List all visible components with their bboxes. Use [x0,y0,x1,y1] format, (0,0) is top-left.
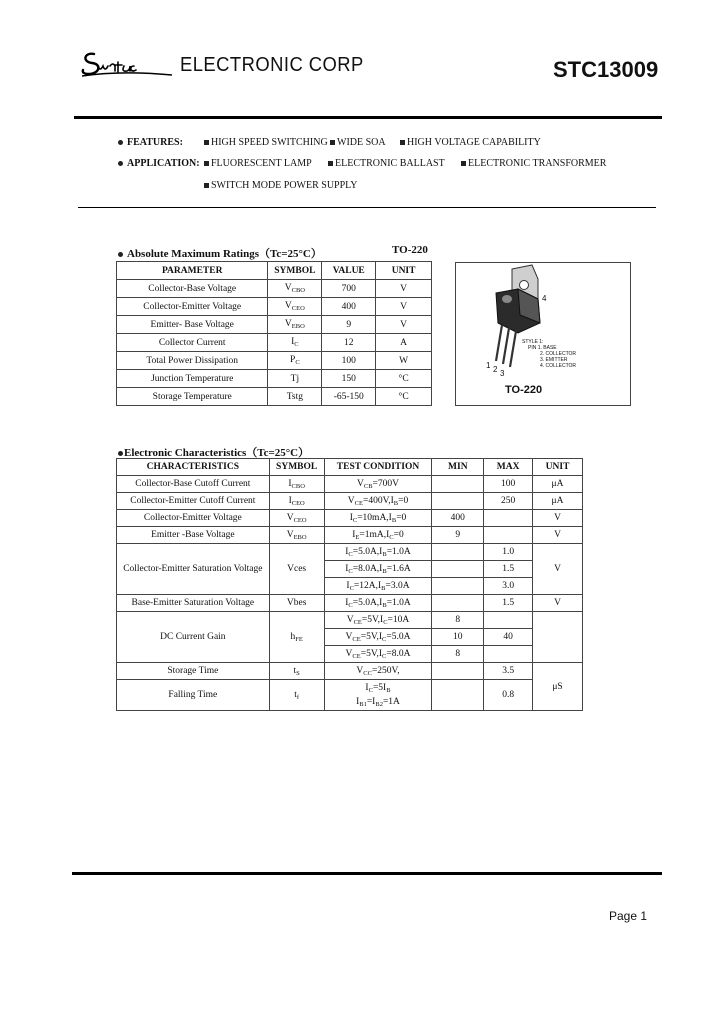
max-cell: 0.8 [484,680,533,711]
unit-cell: V [533,544,583,595]
param-cell: Total Power Dissipation [117,352,268,370]
max-cell [484,646,533,663]
min-cell: 8 [432,612,484,629]
unit-cell [533,612,583,663]
unit-cell: A [376,334,432,352]
cond-cell: $I_C=5.0A,I_B=1.0A$ [324,544,432,561]
application-item: FLUORESCENT LAMP [204,158,312,169]
cond-cell: $I_E=1mA,I_C=0$ [324,527,432,544]
company-name: ELECTRONIC CORP [180,54,364,76]
table-row [117,334,432,352]
application-item: ELECTRONIC TRANSFORMER [461,158,606,169]
max-cell: 100 [484,476,533,493]
col-header: UNIT [533,459,583,476]
unit-cell: °C [376,370,432,388]
unit-cell: V [533,595,583,612]
application-label: APPLICATION: [118,158,200,169]
max-cell [484,527,533,544]
feature-item: HIGH SPEED SWITCHING [204,137,328,148]
unit-cell: V [376,280,432,298]
pin-3-label: 3 [500,369,505,378]
min-cell [432,544,484,561]
page-number: Page 1 [609,909,648,923]
application-row [118,158,658,172]
min-cell [432,680,484,711]
abs-max-title: Absolute Maximum Ratings（Tc=25°C） [118,245,322,261]
min-cell [432,578,484,595]
col-header: SYMBOL [269,459,324,476]
application-row-2 [204,180,504,194]
package-caption: TO-220 [505,384,543,396]
cond-cell: $I_C=5.0A,I_B=1.0A$ [324,595,432,612]
col-header: SYMBOL [268,262,322,280]
symbol-cell: $I_{CBO}$ [269,476,324,493]
symbol-cell: $V_{CEO}$ [269,510,324,527]
table-row [117,370,432,388]
table-row [117,510,583,527]
table-row [117,352,432,370]
value-cell: 12 [322,334,376,352]
col-header: MAX [484,459,533,476]
cond-cell: $I_C=10mA,I_B=0$ [324,510,432,527]
col-header: UNIT [376,262,432,280]
table-row [117,493,583,510]
max-cell: 3.5 [484,663,533,680]
features-label: FEATURES: [118,137,183,148]
unit-cell: V [376,316,432,334]
part-number: STC13009 [553,57,659,82]
table-row [117,595,583,612]
symbol-cell: Vbes [269,595,324,612]
param-cell: Junction Temperature [117,370,268,388]
max-cell: 1.5 [484,595,533,612]
max-cell [484,510,533,527]
col-header: PARAMETER [117,262,268,280]
pin-2-label: 2 [493,365,498,374]
col-header: VALUE [322,262,376,280]
table-row [117,680,583,711]
table-row [117,663,583,680]
value-cell: 9 [322,316,376,334]
to220-package-icon [456,263,630,405]
value-cell: 400 [322,298,376,316]
symbol-cell: $V_{EBO}$ [269,527,324,544]
max-cell: 1.0 [484,544,533,561]
table-row [117,612,583,629]
param-cell: Collector-Emitter Voltage [117,298,268,316]
features-row [118,137,658,151]
table-row [117,476,583,493]
value-cell: -65-150 [322,388,376,406]
symbol-cell: $V_{CEO}$ [268,298,322,316]
table-row [117,527,583,544]
style-line: PIN 1. BASE [528,345,557,351]
package-drawing-box [455,262,631,406]
cond-cell: $V_{CE}=400V,I_B=0$ [324,493,432,510]
col-header: MIN [432,459,484,476]
char-cell: DC Current Gain [117,612,270,663]
elec-table [116,458,583,711]
feature-item: HIGH VOLTAGE CAPABILITY [400,137,541,148]
max-cell: 1.5 [484,561,533,578]
char-cell: Collector-Base Cutoff Current [117,476,270,493]
min-cell: 10 [432,629,484,646]
char-cell: Collector-Emitter Voltage [117,510,270,527]
unit-cell: °C [376,388,432,406]
cond-cell: $V_{CC}=250V$, [324,663,432,680]
elec-title: Electronic Characteristics（Tc=25°C） [118,444,309,460]
pin-1-label: 1 [486,361,491,370]
cond-line: $I_C=5I_B$ [365,683,391,694]
footer-rule [72,872,662,875]
param-cell: Collector Current [117,334,268,352]
package-label: TO-220 [392,244,428,256]
char-cell: Falling Time [117,680,270,711]
cond-line: $I_{B1}=I_{B2}=1A$ [356,697,400,708]
symbol-cell: $h_{FE}$ [269,612,324,663]
col-header: CHARACTERISTICS [117,459,270,476]
max-cell: 250 [484,493,533,510]
value-cell: 100 [322,352,376,370]
char-cell: Emitter -Base Voltage [117,527,270,544]
min-cell [432,561,484,578]
pin-4-label: 4 [542,294,547,303]
application-item: ELECTRONIC BALLAST [328,158,445,169]
cond-cell [324,680,432,711]
symbol-cell: Vces [269,544,324,595]
col-header: TEST CONDITION [324,459,432,476]
table-row [117,544,583,561]
cond-cell: $V_{CE}=5V,I_C=5.0A$ [324,629,432,646]
min-cell: 9 [432,527,484,544]
style-line: 2. COLLECTOR [540,351,577,357]
max-cell [484,612,533,629]
style-line: STYLE 1: [522,339,544,345]
cond-cell: $V_{CE}=5V,I_C=10A$ [324,612,432,629]
symbol-cell: Tstg [268,388,322,406]
cond-cell: $I_C=8.0A,I_B=1.6A$ [324,561,432,578]
table-row [117,316,432,334]
table-row [117,388,432,406]
unit-cell: μS [533,663,583,711]
feature-item: WIDE SOA [330,137,386,148]
value-cell: 700 [322,280,376,298]
param-cell: Collector-Base Voltage [117,280,268,298]
unit-cell: W [376,352,432,370]
unit-cell: μA [533,476,583,493]
abs-max-table [116,261,432,406]
symbol-cell: Tj [268,370,322,388]
char-cell: Collector-Emitter Cutoff Current [117,493,270,510]
suntac-logo [80,48,175,80]
table-row [117,280,432,298]
param-cell: Storage Temperature [117,388,268,406]
min-cell [432,493,484,510]
cond-cell: $I_C=12A,I_B=3.0A$ [324,578,432,595]
symbol-cell: $I_C$ [268,334,322,352]
cond-cell: $V_{CE}=5V,I_C=8.0A$ [324,646,432,663]
symbol-cell: $V_{EBO}$ [268,316,322,334]
style-line: 4. COLLECTOR [540,363,577,369]
unit-cell: μA [533,493,583,510]
table-row [117,298,432,316]
min-cell [432,595,484,612]
features-rule [78,207,656,208]
max-cell: 3.0 [484,578,533,595]
application-item: SWITCH MODE POWER SUPPLY [204,180,358,191]
unit-cell: V [533,510,583,527]
char-cell: Storage Time [117,663,270,680]
symbol-cell: $I_{CEO}$ [269,493,324,510]
symbol-cell: $P_C$ [268,352,322,370]
unit-cell: V [376,298,432,316]
min-cell: 400 [432,510,484,527]
min-cell: 8 [432,646,484,663]
min-cell [432,476,484,493]
symbol-cell: $t_f$ [269,680,324,711]
char-cell: Collector-Emitter Saturation Voltage [117,544,270,595]
char-cell: Base-Emitter Saturation Voltage [117,595,270,612]
style-line: 3. EMITTER [540,357,568,363]
min-cell [432,663,484,680]
value-cell: 150 [322,370,376,388]
cond-cell: $V_{CB}=700V$ [324,476,432,493]
header-rule [74,116,662,119]
max-cell: 40 [484,629,533,646]
unit-cell: V [533,527,583,544]
symbol-cell: $t_S$ [269,663,324,680]
param-cell: Emitter- Base Voltage [117,316,268,334]
symbol-cell: $V_{CBO}$ [268,280,322,298]
